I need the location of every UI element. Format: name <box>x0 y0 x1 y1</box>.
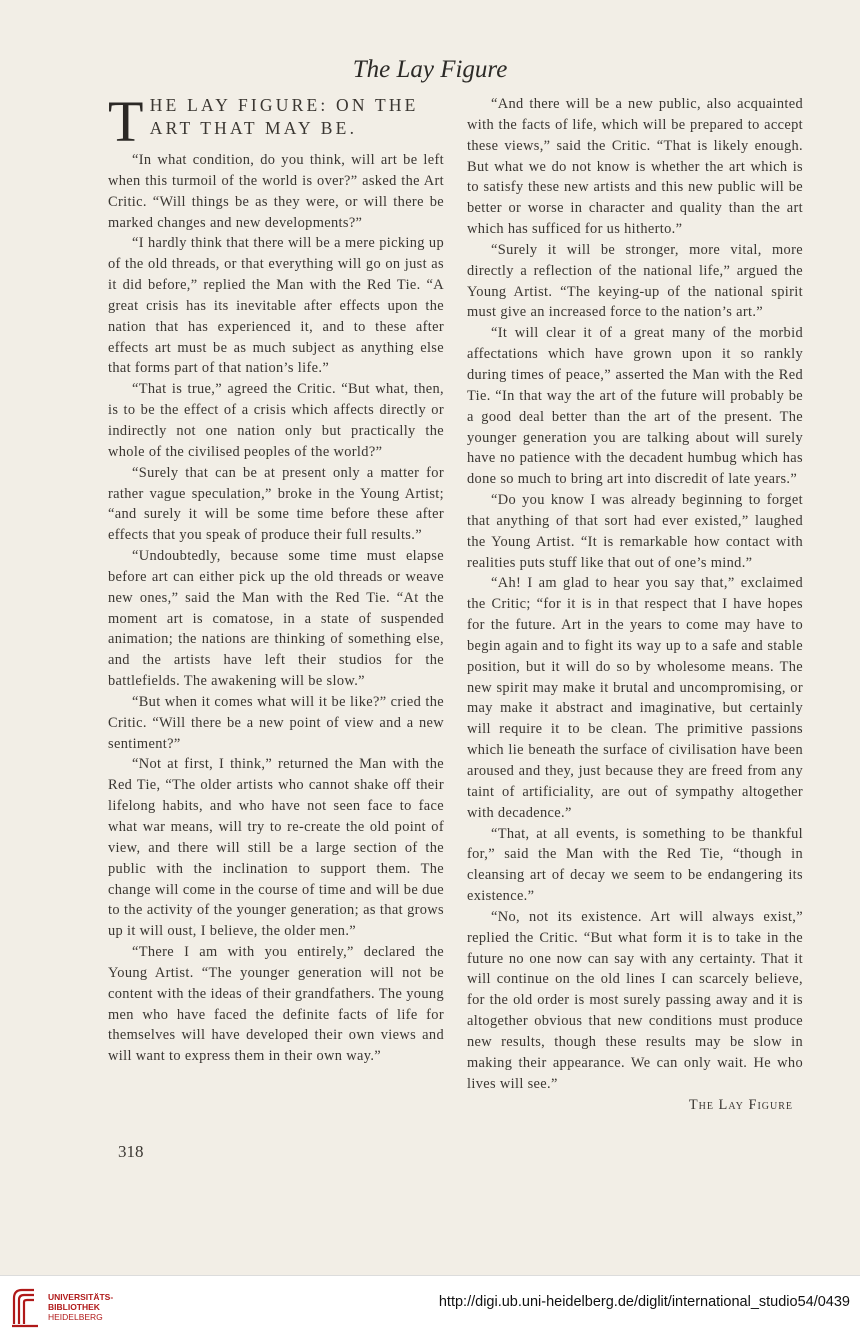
paragraph: “I hardly think that there will be a mere picking up of the old threads, or that everything will go on just as it did before,” replied the Man with the Red Tie. “A great crisis has its inevitable after effects upon the nation that has experienced it, and to these after effects art must be as much subject as anything else that forms part of that nation’s life.” <box>108 235 444 377</box>
paragraph: “Ah! I am glad to hear you say that,” exclaimed the Critic; “for it is in that respect that I have hopes for the future. Art in the years to come may have to begin again and to fight its way up to a safe and stable position, but it will do so by wholesome means. The new spirit may make it brutal and uncompromising, or may make it abstract and imaginative, but certainly will require it to be clean. The primitive passions which lie beneath the surface of civilisation have been aroused and they, just because they are freed from any taint of artificiality, are out of sympathy altogether with decadence.” <box>467 575 803 821</box>
paragraph: “Surely that can be at present only a matter for rather vague speculation,” broke in the Young Artist; “and surely it will be some time before these after effects that you speak of produce their full results.” <box>108 464 444 544</box>
footer-bar <box>0 1275 860 1338</box>
paragraph: “No, not its existence. Art will always exist,” replied the Critic. “But what form it is to take in the future no one now can say with any certainty. That it will continue on the old lines I can scarcely believe, for the old order is most surely passing away and it is altogether obvious that new conditions must produce new results, though these results may be slow in making their appearance. We can only wait. He who lives will see.” <box>467 908 803 1092</box>
paragraph: “There I am with you entirely,” declared the Young Artist. “The younger generation will not be content with the ideas of their grandfathers. The young men who have faced the definite facts of life for themselves will have developed their own views and will want to express them in their own way.” <box>108 944 444 1065</box>
left-column <box>108 89 444 1067</box>
paragraph: “But when it comes what will it be like?” cried the Critic. “Will there be a new point of view and a new sentiment?” <box>108 693 444 752</box>
library-name-line: UNIVERSITÄTS- <box>48 1292 114 1302</box>
library-logo-icon <box>8 1284 42 1330</box>
running-head: The Lay Figure <box>352 56 508 83</box>
paragraph: “That, at all events, is something to be thankful for,” said the Man with the Red Tie, “though in cleansing art of decay we seem to be endangering its existence.” <box>467 825 803 905</box>
library-name-line: HEIDELBERG <box>48 1312 103 1322</box>
paragraph: “Not at first, I think,” returned the Man with the Red Tie, “The older artists who cannot shake off their lifelong habits, and who have not seen face to face what war means, will try to re-create the old point of view, and there will still be a large section of the public with the inclination to support them. The change will come in the course of time and will be due to the activity of the younger generation; as that grows up it will oust, I believe, the older men.” <box>108 756 444 940</box>
paragraph: “In what condition, do you think, will art be left when this turmoil of the world is over?” asked the Art Critic. “Will things be as they were, or will there be marked changes and new developments?” <box>108 152 444 231</box>
paragraph: “And there will be a new public, also acquainted with the facts of life, which will be prepared to accept these views,” said the Critic. “That is likely enough. But what we do not know is whether the art which is to satisfy these new artists and this new public will be better or worse in character and quality than the art which has sufficed for us hitherto.” <box>467 96 803 238</box>
drop-cap: T <box>108 89 144 154</box>
right-column <box>467 94 803 1115</box>
library-name <box>48 1292 113 1322</box>
signature: The Lay Figure <box>688 1096 793 1113</box>
library-name-line: BIBLIOTHEK <box>48 1302 100 1312</box>
page-number: 318 <box>118 1142 144 1161</box>
title-text: HE LAY FIGURE: ON THE ART THAT MAY BE. <box>149 95 419 138</box>
paragraph: “Undoubtedly, because some time must elapse before art can either pick up the old threads or weave new ones,” said the Man with the Red Tie. “At the moment art is comatose, in a state of suspended animation; the nations are thinking of something else, and the artists have left their studios for the battlefields. The awakening will be slow.” <box>108 548 444 690</box>
paragraph: “It will clear it of a great many of the morbid affectations which have grown upon it so rankly during times of peace,” asserted the Man with the Red Tie. “In that way the art of the future will probably be a good deal better than the art of the present. The younger generation you are talking about will surely have no patience with the decadent humbug which has done so much to bring art into discredit of late years.” <box>467 325 803 488</box>
paragraph: “That is true,” agreed the Critic. “But what, then, is to be the effect of a crisis which affects directly or indirectly not one nation only but practically the whole of the civilised peoples of the world?” <box>108 381 444 460</box>
source-url-link[interactable]: http://digi.ub.uni-heidelberg.de/diglit/international_studio54/0439 <box>438 1294 850 1310</box>
article-title <box>108 89 444 154</box>
paragraph: “Surely it will be stronger, more vital, more directly a reflection of the national life,” argued the Young Artist. “The keying-up of the national spirit must give an increased force to the nation’s art.” <box>467 241 803 321</box>
paragraph: “Do you know I was already beginning to forget that anything of that sort had ever existed,” laughed the Young Artist. “It is remarkable how contact with realities puts stuff like that out of one’s mind.” <box>467 492 803 571</box>
